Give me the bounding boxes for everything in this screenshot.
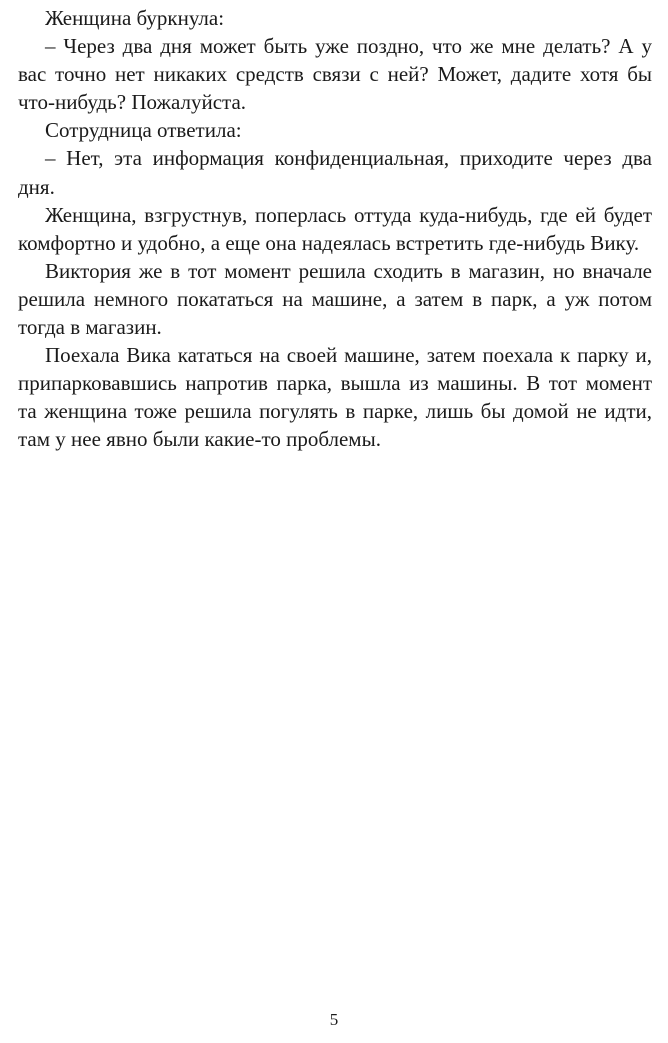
paragraph <box>18 201 652 257</box>
paragraph <box>18 144 652 200</box>
text-line: Женщина буркнула: <box>45 6 225 30</box>
text-line: там у нее явно были какие-то проблемы. <box>18 427 381 452</box>
text-line: что-нибудь? Пожалуйста. <box>18 90 247 115</box>
text-line: комфортно и удобно, а еще она надеялась встретить где-нибудь Вику. <box>18 230 640 255</box>
text-line: – Через два дня может быть уже поздно, что же мне делать? А у <box>45 34 652 59</box>
text-line: дня. <box>18 174 55 199</box>
text-line: Сотрудница ответила: <box>45 118 242 143</box>
paragraph <box>18 4 652 32</box>
paragraph <box>18 341 652 453</box>
paragraph <box>18 257 652 341</box>
text-line: Женщина, взгрустнув, поперлась оттуда куда-нибудь, где ей будет <box>45 202 652 227</box>
text-line: припарковавшись напротив парка, вышла из машины. В тот момент <box>18 371 652 396</box>
text-line: вас точно нет никаких средств связи с ней? Может, дадите хотя бы <box>18 62 652 87</box>
text-line: – Нет, эта информация конфиденциальная, приходите через два <box>45 146 652 171</box>
paragraph <box>18 116 652 144</box>
paragraph <box>18 32 652 116</box>
text-line: тогда в магазин. <box>18 315 162 340</box>
text-line: та женщина тоже решила погулять в парке, лишь бы домой не идти, <box>18 399 652 424</box>
text-line: Виктория же в тот момент решила сходить в магазин, но вначале <box>45 258 652 283</box>
page-number: 5 <box>329 1010 339 1029</box>
body-text <box>18 4 652 454</box>
text-line: Поехала Вика кататься на своей машине, затем поехала к парку и, <box>45 343 652 368</box>
text-line: решила немного покататься на машине, а затем в парк, а уж потом <box>18 286 652 311</box>
